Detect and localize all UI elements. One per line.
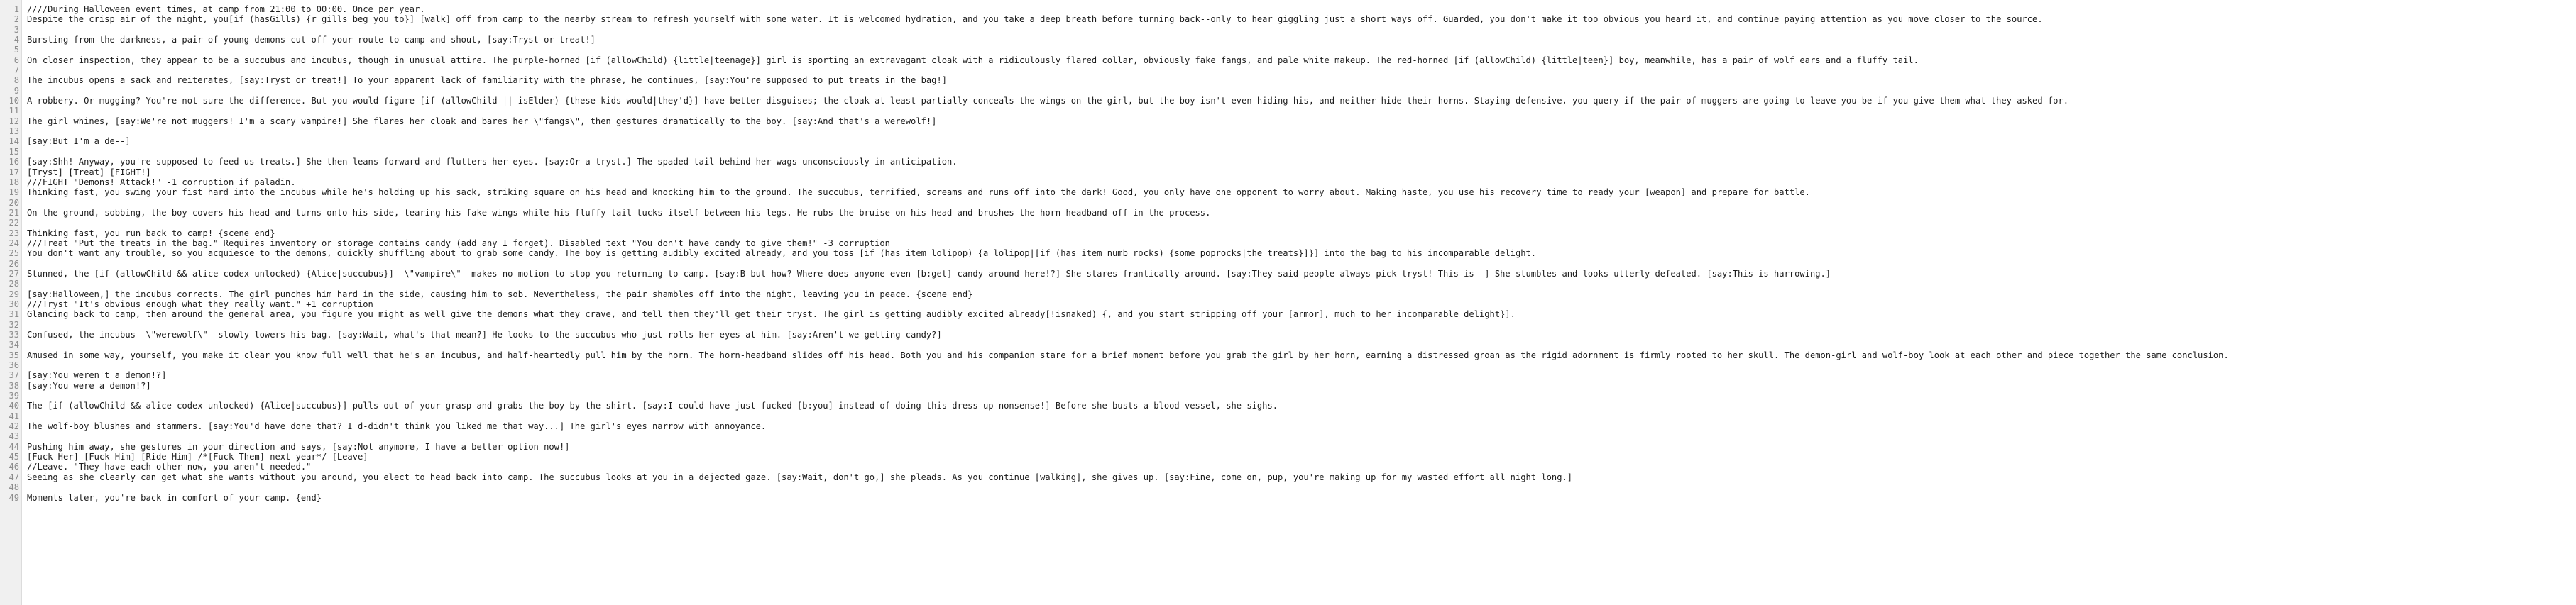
editor-line[interactable]: [0, 157, 2576, 167]
editor-lines: [0, 4, 2576, 503]
line-text[interactable]: Confused, the incubus--\"werewolf\"--slowly lowers his bag. [say:Wait, what's that mean?] He looks to the succubus who just rolls her eyes at him. [say:Aren't we getting candy?]: [27, 330, 942, 340]
line-text[interactable]: You don't want any trouble, so you acquiesce to the demons, quickly shuffling about to grab some candy. The boy is getting audibly excited already, and you toss [if (has item lolipop) {a lolipop|[if (has item numb rocks) {some poprocks|the treats}]}] into the bag to his incomparable delight.: [27, 248, 1537, 259]
line-number: 36: [9, 360, 19, 371]
line-text[interactable]: The wolf-boy blushes and stammers. [say:You'd have done that? I d-didn't think you liked me that way...] The girl's eyes narrow with annoyance.: [27, 421, 767, 432]
line-text[interactable]: [say:Halloween,] the incubus corrects. The girl punches him hard in the side, causing him to sob. Nevertheless, the pair shambles off into the night, leaving you in peace. {scene end}: [27, 289, 973, 299]
line-number: 18: [9, 177, 19, 187]
editor-line[interactable]: [0, 493, 2576, 503]
line-text[interactable]: [22, 391, 27, 401]
line-number: 2: [13, 14, 19, 25]
line-number: 19: [9, 187, 19, 198]
editor-line[interactable]: [0, 462, 2576, 472]
line-text[interactable]: [22, 65, 27, 75]
line-text[interactable]: Moments later, you're back in comfort of your camp. {end}: [27, 492, 322, 503]
line-text[interactable]: [say:You weren't a demon!?]: [27, 370, 167, 381]
editor-line[interactable]: [0, 25, 2576, 35]
line-number: 41: [9, 411, 19, 421]
editor-line[interactable]: [0, 482, 2576, 492]
editor-line[interactable]: [0, 167, 2576, 177]
editor-line[interactable]: [0, 452, 2576, 462]
line-number: 4: [13, 35, 19, 45]
editor-line[interactable]: [0, 45, 2576, 55]
line-number: 25: [9, 248, 19, 259]
line-text[interactable]: Thinking fast, you swing your fist hard into the incubus while he's holding up his sack, striking square on his head and knocking him to the ground. The succubus, terrified, screams and runs off into the dark! Good, you only have one opponent to worry about. Making haste, you use his recovery time to ready your [weapon] and prepare for battle.: [27, 187, 1810, 198]
line-text[interactable]: ///Tryst "It's obvious enough what they really want." +1 corruption: [27, 299, 373, 309]
line-text[interactable]: [22, 279, 27, 289]
line-number: 8: [13, 75, 19, 86]
line-text[interactable]: [say:But I'm a de--]: [27, 136, 131, 147]
line-number: 6: [13, 55, 19, 65]
line-number: 28: [9, 279, 19, 289]
line-text[interactable]: ////During Halloween event times, at camp from 21:00 to 00:00. Once per year.: [27, 4, 425, 14]
line-number: 16: [9, 157, 19, 167]
editor-line[interactable]: [0, 320, 2576, 330]
line-text[interactable]: Thinking fast, you run back to camp! {scene end}: [27, 228, 275, 238]
line-number: 48: [9, 482, 19, 493]
line-number: 46: [9, 462, 19, 472]
line-number: 30: [9, 299, 19, 309]
editor-line[interactable]: [0, 96, 2576, 106]
line-text[interactable]: [22, 106, 27, 116]
line-text[interactable]: ///Treat "Put the treats in the bag." Requires inventory or storage contains candy (add any I forget). Disabled text "You don't have candy to give them!" -3 corruption: [27, 238, 890, 248]
line-text[interactable]: [22, 45, 27, 55]
line-text[interactable]: On closer inspection, they appear to be a succubus and incubus, though in unusual attire. The purple-horned [if (allowChild) {little|teenage}] girl is sporting an extravagant cloak with a ridiculously flared collar, obviously fake fangs, and pale white makeup. The red-horned [if (allowChild) {little|teen}] boy, meanwhile, has a pair of wolf ears and a fluffy tail.: [27, 55, 1919, 65]
editor-line[interactable]: [0, 147, 2576, 157]
editor-line[interactable]: [0, 279, 2576, 289]
line-text[interactable]: [22, 340, 27, 350]
editor-line[interactable]: [0, 75, 2576, 85]
line-text[interactable]: [22, 360, 27, 370]
line-number: 22: [9, 218, 19, 228]
line-text[interactable]: Despite the crisp air of the night, you[if (hasGills) {r gills beg you to}] [walk] off from camp to the nearby stream to refresh yourself with some water. It is welcomed hydration, and you take a deep breath before turning back--only to hear giggling just a short ways off. Guarded, you don't make it too obvious you heard it, and continue paying attention as you move closer to the source.: [27, 14, 2043, 25]
line-number: 21: [9, 207, 19, 218]
editor-line[interactable]: [0, 340, 2576, 350]
line-number: 13: [9, 126, 19, 137]
line-number: 32: [9, 319, 19, 330]
editor-line[interactable]: [0, 35, 2576, 45]
line-number: 23: [9, 228, 19, 238]
editor-line[interactable]: [0, 4, 2576, 14]
editor-line[interactable]: [0, 86, 2576, 96]
line-text[interactable]: Stunned, the [if (allowChild && alice codex unlocked) {Alice|succubus}]--\"vampire\"--makes no motion to stop you returning to camp. [say:B-but how? Where does anyone even [b:get] candy around here!?] She stares frantically around. [say:They said people always pick tryst! This is--] She stumbles and looks utterly defeated. [say:This is harrowing.]: [27, 268, 1831, 279]
editor-line[interactable]: [0, 116, 2576, 126]
line-number: 12: [9, 116, 19, 126]
editor-line[interactable]: [0, 472, 2576, 482]
editor-line[interactable]: [0, 187, 2576, 197]
line-number: 47: [9, 472, 19, 482]
editor-line[interactable]: [0, 177, 2576, 187]
line-number: 43: [9, 431, 19, 442]
line-number: 27: [9, 268, 19, 279]
line-number: 17: [9, 167, 19, 177]
line-number: 33: [9, 330, 19, 340]
line-number: 9: [13, 85, 19, 96]
editor-line[interactable]: [0, 136, 2576, 146]
line-text[interactable]: [22, 411, 27, 421]
line-text[interactable]: [22, 259, 27, 269]
line-number: 26: [9, 258, 19, 269]
editor-line[interactable]: [0, 289, 2576, 299]
line-number: 44: [9, 441, 19, 452]
line-number: 3: [13, 24, 19, 35]
editor-line[interactable]: [0, 228, 2576, 238]
editor-line[interactable]: [0, 55, 2576, 65]
line-text[interactable]: Bursting from the darkness, a pair of young demons cut off your route to camp and shout, [say:Tryst or treat!]: [27, 35, 596, 45]
editor-line[interactable]: [0, 391, 2576, 401]
line-number: 29: [9, 289, 19, 299]
editor-line[interactable]: [0, 259, 2576, 269]
line-text[interactable]: Amused in some way, yourself, you make it clear you know full well that he's an incubus, and half-heartedly pull him by the horn. The horn-headband slides off his head. Both you and his companion stare for a brief moment before you grab the girl by her horn, earning a distressed groan as the rigid adornment is firmly rooted to her skull. The demon-girl and wolf-boy look at each other and piece together the same conclusion.: [27, 350, 2229, 360]
line-text[interactable]: [say:You were a demon!?]: [27, 380, 151, 391]
editor-line[interactable]: [0, 360, 2576, 370]
line-text[interactable]: Glancing back to camp, then around the general area, you figure you might as well give the demons what they crave, and tell them they'll get their tryst. The girl is getting audibly excited already[!isnaked) {, and you start stripping off your [armor], much to her incomparable delight}].: [27, 309, 1516, 320]
line-number: 45: [9, 452, 19, 462]
editor-line[interactable]: [0, 299, 2576, 309]
line-text[interactable]: The [if (allowChild && alice codex unlocked) {Alice|succubus}] pulls out of your grasp and grabs the boy by the shirt. [say:I could have just fucked [b:you] instead of doing this dress-up nonsense!] Before she busts a blood vessel, she sighs.: [27, 401, 1278, 411]
editor-line[interactable]: [0, 442, 2576, 452]
line-number: 34: [9, 340, 19, 350]
line-text[interactable]: The girl whines, [say:We're not muggers! I'm a scary vampire!] She flares her cloak and bares her \"fangs\", then gestures dramatically to the boy. [say:And that's a werewolf!]: [27, 116, 937, 126]
line-text[interactable]: //Leave. "They have each other now, you aren't needed.": [27, 462, 312, 472]
editor-line[interactable]: [0, 309, 2576, 319]
line-number: 39: [9, 391, 19, 401]
editor-line[interactable]: [0, 269, 2576, 279]
line-text[interactable]: [22, 431, 27, 441]
line-text[interactable]: [22, 482, 27, 492]
line-text[interactable]: ///FIGHT "Demons! Attack!" -1 corruption if paladin.: [27, 177, 296, 187]
line-number: 38: [9, 380, 19, 391]
line-text[interactable]: Seeing as she clearly can get what she wants without you around, you elect to head back into camp. The succubus looks at you in a dejected gaze. [say:Wait, don't go,] she pleads. As you continue [walking], she gives up. [say:Fine, come on, pup, you're making up for my wasted effort all night long.]: [27, 472, 1573, 482]
line-text[interactable]: [22, 147, 27, 157]
line-number: 35: [9, 350, 19, 360]
editor-line[interactable]: [0, 218, 2576, 228]
editor-line[interactable]: [0, 238, 2576, 248]
line-number: 40: [9, 401, 19, 411]
editor-line[interactable]: [0, 106, 2576, 116]
line-number: 10: [9, 96, 19, 106]
line-text[interactable]: [22, 86, 27, 96]
line-text[interactable]: The incubus opens a sack and reiterates, [say:Tryst or treat!] To your apparent lack of familiarity with the phrase, he continues, [say:You're supposed to put treats in the bag!]: [27, 75, 948, 86]
editor-line[interactable]: [0, 381, 2576, 391]
editor-line[interactable]: [0, 330, 2576, 340]
editor-line[interactable]: [0, 350, 2576, 360]
line-text[interactable]: A robbery. Or mugging? You're not sure the difference. But you would figure [if (allowChild || isElder) {these kids would|they'd}] have better disguises; the cloak at least partially conceals the wings on the girl, but the boy isn't even hiding his, and neither hide their horns. Staying defensive, you query if the pair of muggers are going to leave you be if you give them what they asked for.: [27, 96, 2069, 106]
editor-line[interactable]: [0, 401, 2576, 411]
editor-line[interactable]: [0, 370, 2576, 380]
line-number: 31: [9, 309, 19, 320]
line-number: 11: [9, 106, 19, 116]
editor-line[interactable]: [0, 208, 2576, 218]
editor-line[interactable]: [0, 126, 2576, 136]
line-number: 5: [13, 45, 19, 55]
line-text[interactable]: On the ground, sobbing, the boy covers his head and turns onto his side, tearing his fake wings while his fluffy tail tucks itself between his legs. He rubs the bruise on his head and brushes the horn headband off in the process.: [27, 207, 1211, 218]
line-number: 24: [9, 238, 19, 248]
editor-line[interactable]: [0, 421, 2576, 431]
line-text[interactable]: [Fuck Her] [Fuck Him] [Ride Him] /*[Fuck Them] next year*/ [Leave]: [27, 452, 368, 462]
editor-line[interactable]: [0, 14, 2576, 24]
line-text[interactable]: [say:Shh! Anyway, you're supposed to feed us treats.] She then leans forward and flutters her eyes. [say:Or a tryst.] The spaded tail behind her wags unconsciously in anticipation.: [27, 157, 958, 167]
line-number: 14: [9, 136, 19, 147]
line-text[interactable]: Pushing him away, she gestures in your direction and says, [say:Not anymore, I have a better option now!]: [27, 441, 570, 452]
line-text[interactable]: [22, 25, 27, 35]
line-number: 20: [9, 197, 19, 208]
editor-line[interactable]: [0, 65, 2576, 75]
line-text[interactable]: [22, 320, 27, 330]
line-text[interactable]: [22, 218, 27, 228]
editor-line[interactable]: [0, 198, 2576, 208]
line-text[interactable]: [22, 198, 27, 208]
editor-line[interactable]: [0, 248, 2576, 258]
line-number: 1: [13, 4, 19, 14]
editor-line[interactable]: [0, 411, 2576, 421]
editor-line[interactable]: [0, 431, 2576, 441]
line-number: 7: [13, 65, 19, 76]
line-text[interactable]: [22, 126, 27, 136]
line-text[interactable]: [Tryst] [Treat] [FIGHT!]: [27, 167, 151, 177]
line-number: 49: [9, 492, 19, 503]
line-number: 37: [9, 370, 19, 381]
line-number: 42: [9, 421, 19, 432]
line-number: 15: [9, 146, 19, 157]
